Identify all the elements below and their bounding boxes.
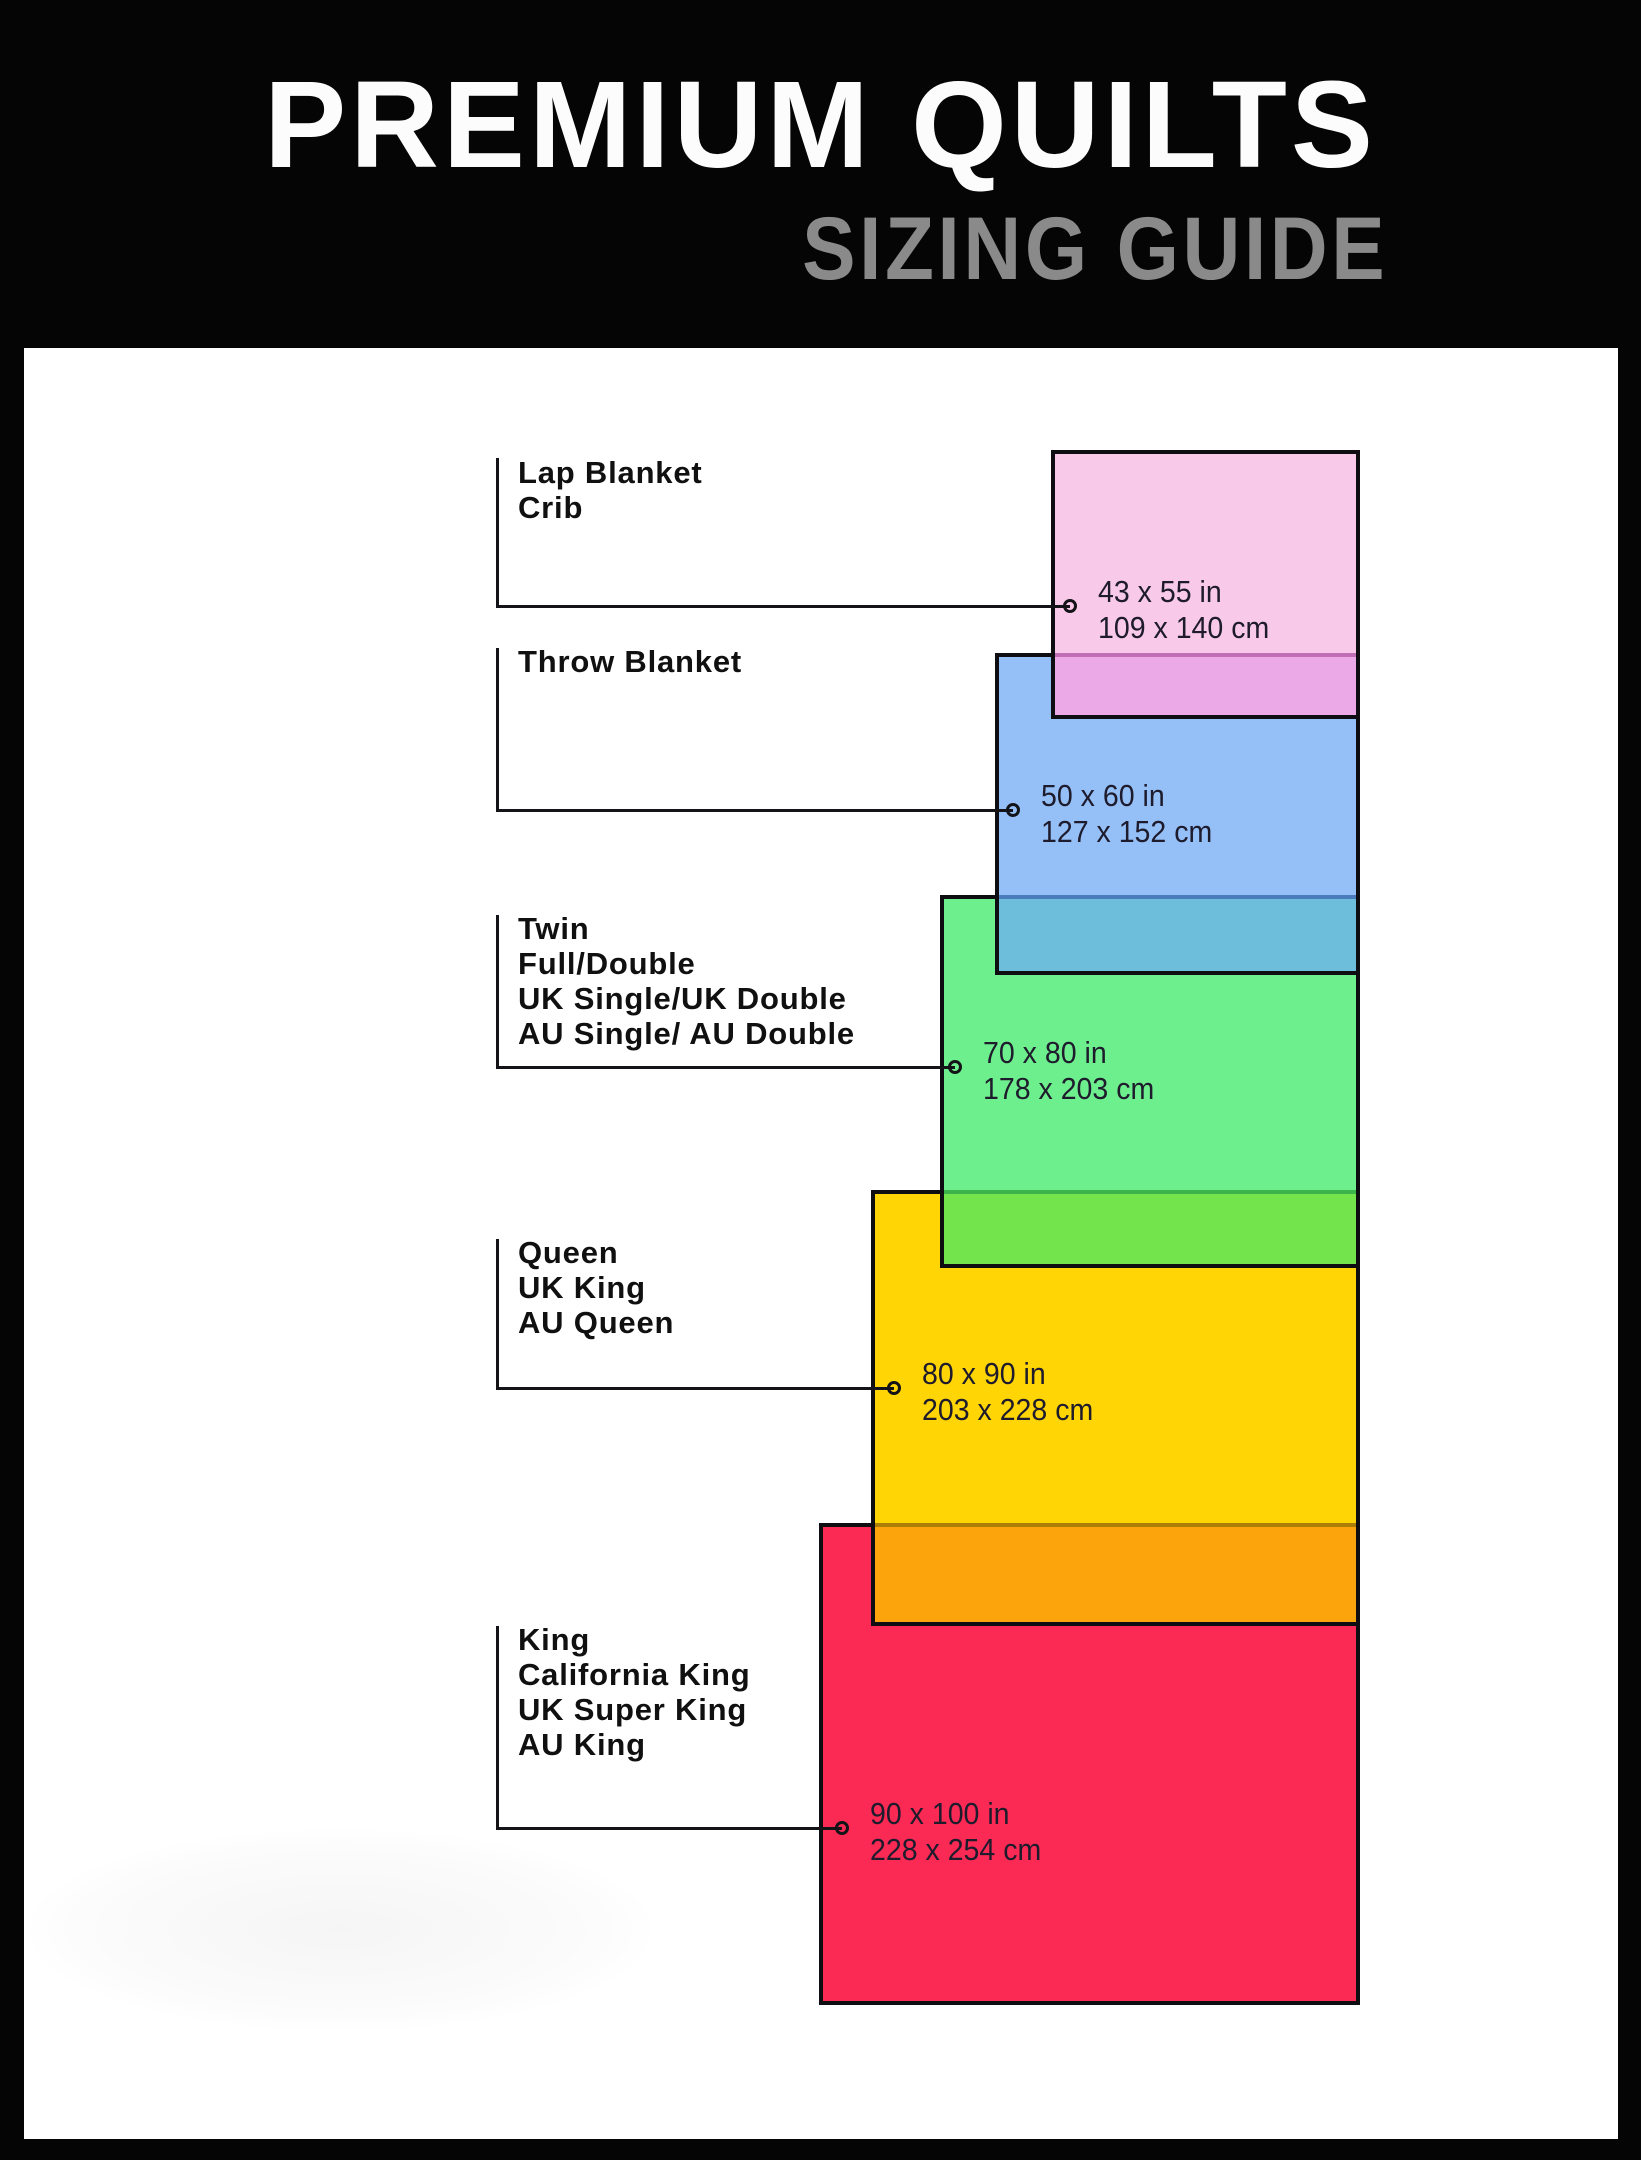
dimensions-inches: 90 x 100 in [870,1796,1010,1831]
size-name: Queen [518,1235,619,1270]
connector-circle-icon-throw [1006,803,1020,817]
dimensions-cm: 203 x 228 cm [922,1392,1094,1427]
dimensions-lap-crib [1098,574,1269,646]
size-name: Throw Blanket [518,644,742,679]
size-label-twin [518,911,855,1051]
connector-circle-icon-lap [1063,599,1077,613]
label-bracket-throw [496,648,499,810]
leader-line-lap [496,605,1070,608]
dimensions-queen [922,1356,1093,1428]
size-name: UK Super King [518,1692,748,1727]
dimensions-cm: 127 x 152 cm [1041,814,1213,849]
dimensions-cm: 178 x 203 cm [983,1071,1155,1106]
leader-line-queen [496,1387,894,1390]
size-name: California King [518,1657,751,1692]
size-name: UK Single/UK Double [518,981,847,1016]
label-bracket-twin [496,915,499,1067]
page-subtitle: SIZING GUIDE [801,198,1388,298]
overlap-band-lap-throw [1055,653,1356,715]
dimensions-inches: 43 x 55 in [1098,574,1222,609]
connector-circle-icon-king [835,1821,849,1835]
connector-circle-icon-queen [887,1381,901,1395]
leader-line-king [496,1827,842,1830]
size-name: AU King [518,1727,646,1762]
page-title: PREMIUM QUILTS [264,57,1377,194]
overlap-band-twin-queen [944,1190,1356,1264]
size-label-lap-crib [518,455,703,525]
size-name: Crib [518,490,584,525]
label-bracket-king [496,1626,499,1828]
size-name: King [518,1622,591,1657]
dimensions-cm: 109 x 140 cm [1098,610,1270,645]
label-bracket-queen [496,1239,499,1388]
size-name: AU Queen [518,1305,675,1340]
leader-line-throw [496,809,1013,812]
dimensions-inches: 80 x 90 in [922,1356,1046,1391]
dimensions-cm: 228 x 254 cm [870,1832,1042,1867]
size-name: AU Single/ AU Double [518,1016,855,1051]
size-name: UK King [518,1270,646,1305]
shadow-ellipse [30,1830,650,2030]
size-name: Twin [518,911,590,946]
dimensions-king [870,1796,1041,1868]
size-name: Full/Double [518,946,696,981]
dimensions-throw [1041,778,1212,850]
leader-line-twin [496,1066,955,1069]
size-name: Lap Blanket [518,455,703,490]
overlap-band-queen-king [875,1523,1356,1622]
size-label-king [518,1622,750,1762]
size-label-throw [518,644,742,679]
size-label-queen [518,1235,674,1340]
dimensions-inches: 50 x 60 in [1041,778,1165,813]
header-band [0,0,1641,348]
label-bracket-lap [496,458,499,606]
dimensions-inches: 70 x 80 in [983,1035,1107,1070]
overlap-band-throw-twin [999,895,1356,971]
dimensions-twin [983,1035,1154,1107]
connector-circle-icon-twin [948,1060,962,1074]
